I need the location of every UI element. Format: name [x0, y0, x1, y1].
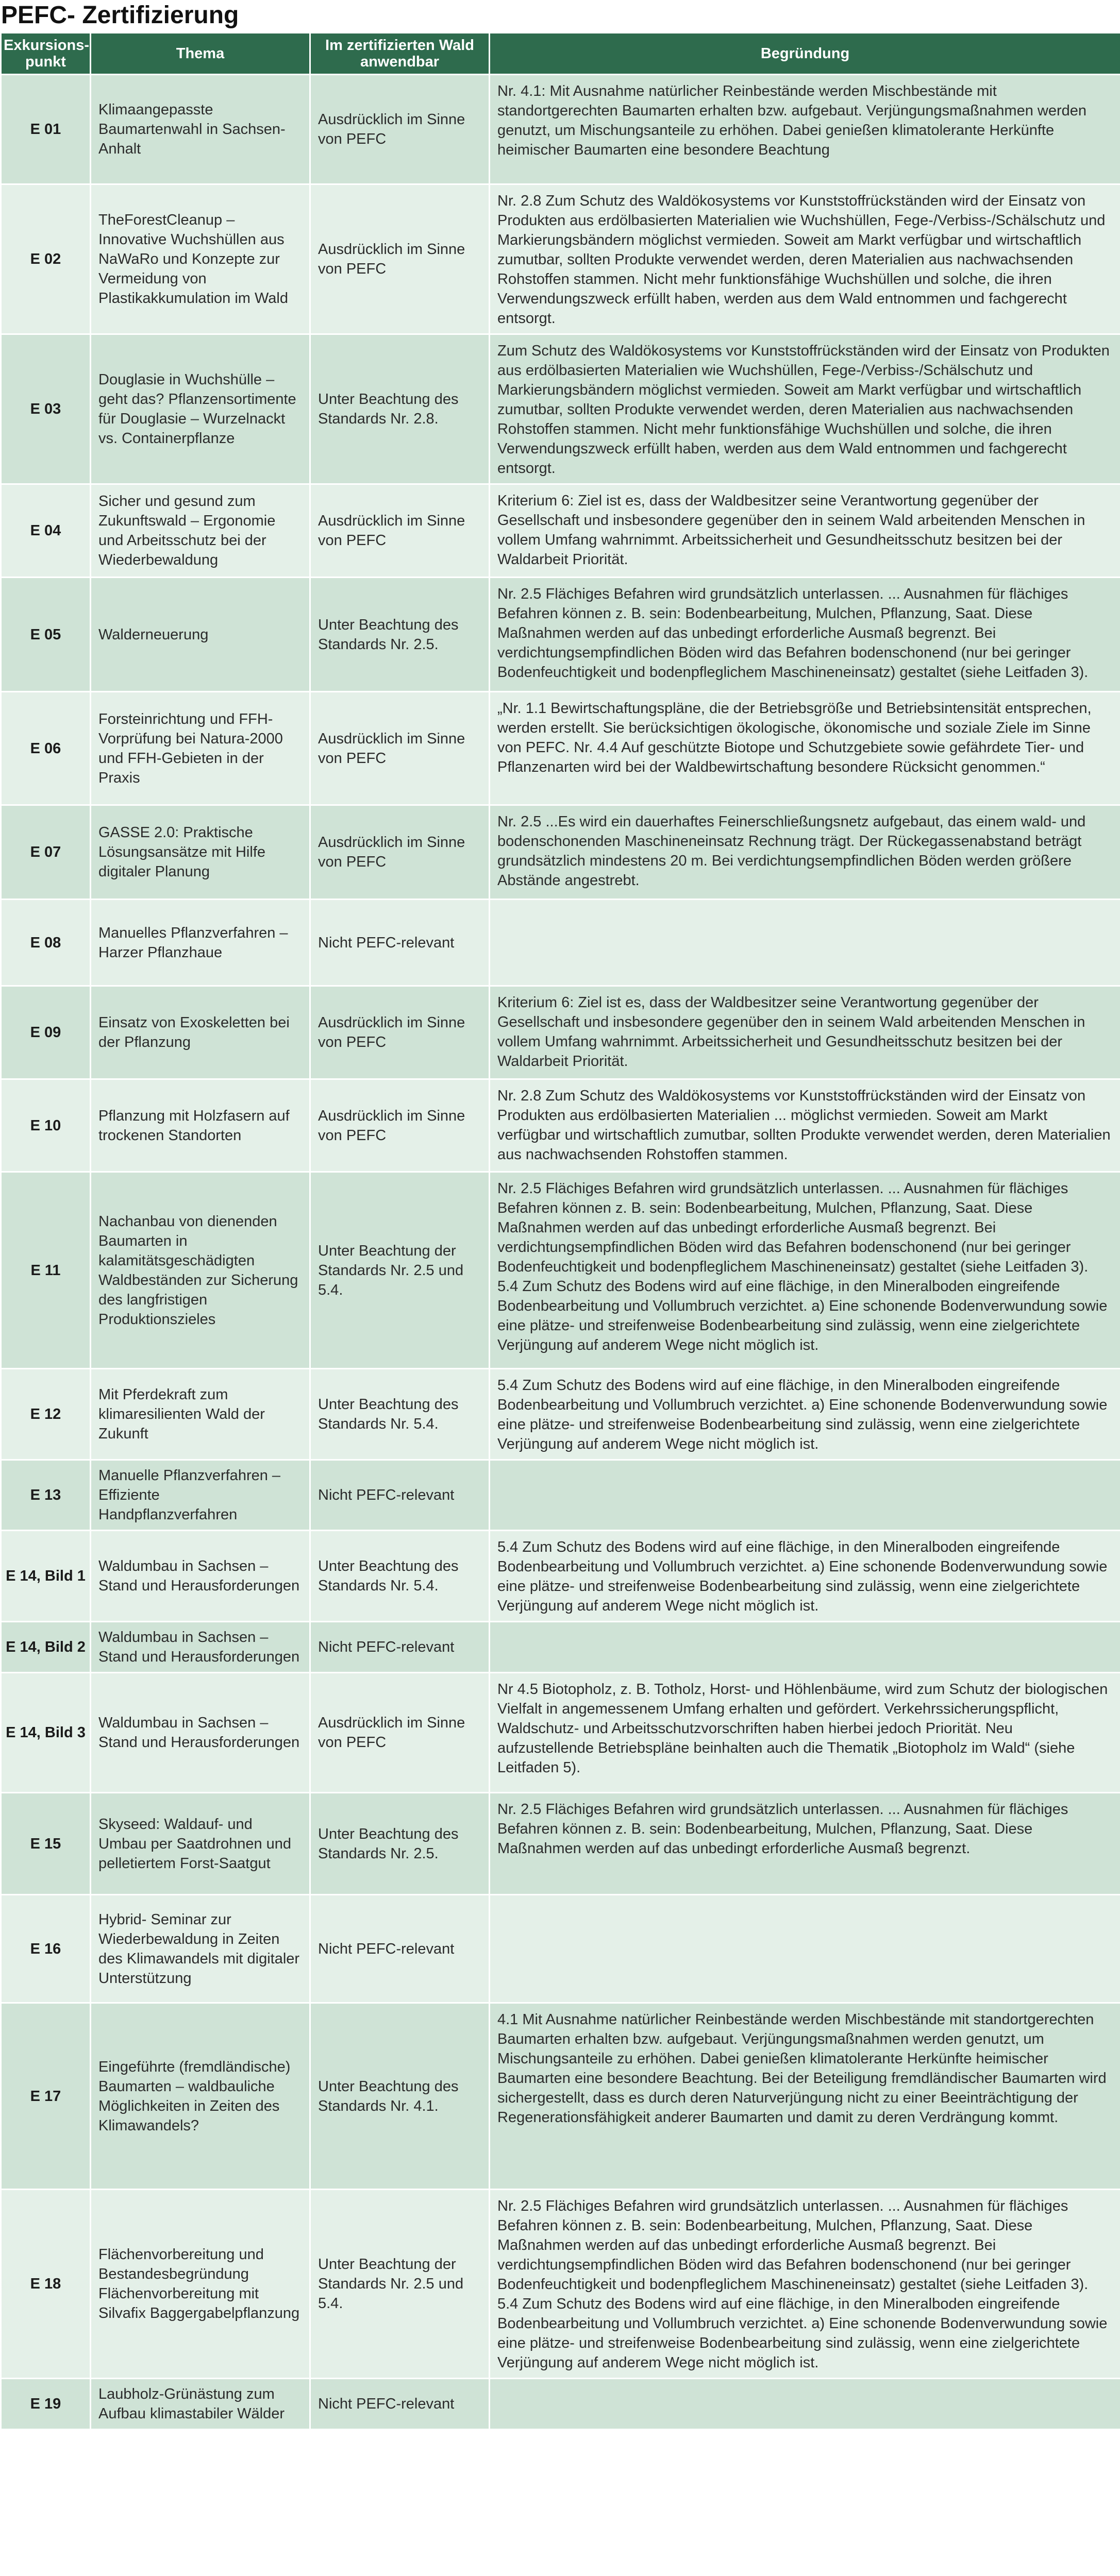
row-scope: Ausdrücklich im Sinne von PEFC — [310, 986, 490, 1079]
row-reason: Nr. 2.5 Flächiges Befahren wird grundsätzlich unterlassen. ... Ausnahmen für flächiges Befahren können z. B. sein: Bodenbearbeitung, Mulchen, Pflanzung, Saat. Diese Maßnahmen werden auf das unbedingt erforderliche Ausmaß begrenzt. Bei verdichtungsempfindlichen Böden wird das Befahren bodenschonend (nur bei geringer Bodenfeuchtigkeit und bodenpfleglichem Maschineneinsatz) gestaltet (siehe Leitfaden 3). 5.4 Zum Schutz des Bodens wird auf eine flächige, in den Mineralboden eingreifende Bodenbearbeitung und Vollumbruch verzichtet. a) Eine schonende Bodenverwundung sowie eine plätze- und streifenweise Bodenbearbeitung sind zulässig, wenn eine zielgerichtete Verjüngung auf anderem Wege nicht möglich ist. — [490, 1172, 1120, 1369]
row-topic: Hybrid- Seminar zur Wiederbewaldung in Zeiten des Klimawandels mit digitaler Unterstützung — [91, 1895, 310, 2003]
row-scope: Ausdrücklich im Sinne von PEFC — [310, 1079, 490, 1172]
header-begruendung: Begründung — [490, 33, 1120, 75]
table-row — [1, 1172, 1120, 1369]
row-reason: Nr. 2.8 Zum Schutz des Waldökosystems vor Kunststoffrückständen wird der Einsatz von Produkten aus erdölbasierten Materialien ... möglichst vermieden. Soweit am Markt verfügbar und wirtschaftlich zumutbar, sollten Produkte verwendet werden, deren Materialien aus nachwachsenden Rohstoffen stammen. — [490, 1079, 1120, 1172]
row-scope: Unter Beachtung der Standards Nr. 2.5 und 5.4. — [310, 2190, 490, 2379]
table-row — [1, 484, 1120, 578]
row-id: E 15 — [1, 1793, 91, 1895]
row-scope: Unter Beachtung des Standards Nr. 5.4. — [310, 1369, 490, 1460]
table-row — [1, 1079, 1120, 1172]
row-reason: Zum Schutz des Waldökosystems vor Kunststoffrückständen wird der Einsatz von Produkten aus erdölbasierten Materialien wie Wuchshüllen, Fege-/Verbiss-/Schälschutz und Markierungsbändern möglichst vermieden. Soweit am Markt verfügbar und wirtschaftlich zumutbar, sollten Produkte verwendet werden, deren Materialien aus nachwachsenden Rohstoffen stammen. Nicht mehr funktionsfähige Wuchshüllen und solche, die ihren Verwendungszweck erfüllt haben, werden aus dem Wald entnommen und fachgerecht entsorgt. — [490, 334, 1120, 484]
header-exkursionspunkt: Exkursionspunkt — [1, 33, 91, 75]
table-row — [1, 334, 1120, 484]
row-topic: Eingeführte (fremdländische) Baumarten – waldbauliche Möglichkeiten in Zeiten des Klimawandels? — [91, 2003, 310, 2190]
row-topic: TheForestCleanup – Innovative Wuchshüllen aus NaWaRo und Konzepte zur Vermeidung von Plastikakkumulation im Wald — [91, 184, 310, 334]
row-reason: Nr. 2.5 Flächiges Befahren wird grundsätzlich unterlassen. ... Ausnahmen für flächiges Befahren können z. B. sein: Bodenbearbeitung, Mulchen, Pflanzung, Saat. Diese Maßnahmen werden auf das unbedingt erforderliche Ausmaß begrenzt. Bei verdichtungsempfindlichen Böden wird das Befahren bodenschonend (nur bei geringer Bodenfeuchtigkeit und bodenpfleglichem Maschineneinsatz) gestaltet (siehe Leitfaden 3). — [490, 578, 1120, 692]
table-row — [1, 805, 1120, 900]
row-id: E 12 — [1, 1369, 91, 1460]
row-id: E 13 — [1, 1460, 91, 1531]
table-row — [1, 1895, 1120, 2003]
row-scope: Ausdrücklich im Sinne von PEFC — [310, 484, 490, 578]
row-topic: Laubholz-Grünästung zum Aufbau klimastabiler Wälder — [91, 2379, 310, 2430]
row-reason: Nr 4.5 Biotopholz, z. B. Totholz, Horst- und Höhlenbäume, wird zum Schutz der biologischen Vielfalt in angemessenem Umfang erhalten und gefördert. Verkehrssicherungspflicht, Waldschutz- und Arbeitsschutzvorschriften haben hierbei jedoch Priorität. Neu aufzustellende Betriebspläne beinhalten auch die Thematik „Biotopholz im Wald“ (siehe Leitfaden 5). — [490, 1673, 1120, 1793]
row-scope: Ausdrücklich im Sinne von PEFC — [310, 1673, 490, 1793]
row-topic: Nachanbau von dienenden Baumarten in kalamitätsgeschädigten Waldbeständen zur Sicherung des langfristigen Produktionszieles — [91, 1172, 310, 1369]
row-scope: Unter Beachtung des Standards Nr. 4.1. — [310, 2003, 490, 2190]
row-id: E 14, Bild 3 — [1, 1673, 91, 1793]
row-topic: Forsteinrichtung und FFH-Vorprüfung bei Natura-2000 und FFH-Gebieten in der Praxis — [91, 692, 310, 805]
row-topic: Einsatz von Exoskeletten bei der Pflanzung — [91, 986, 310, 1079]
table-row — [1, 1673, 1120, 1793]
row-topic: Mit Pferdekraft zum klimaresilienten Wald der Zukunft — [91, 1369, 310, 1460]
row-id: E 02 — [1, 184, 91, 334]
row-scope: Nicht PEFC-relevant — [310, 2379, 490, 2430]
table-row — [1, 578, 1120, 692]
row-topic: Pflanzung mit Holzfasern auf trockenen Standorten — [91, 1079, 310, 1172]
row-reason — [490, 900, 1120, 986]
row-scope: Unter Beachtung des Standards Nr. 2.8. — [310, 334, 490, 484]
table-row — [1, 2190, 1120, 2379]
row-scope: Unter Beachtung des Standards Nr. 2.5. — [310, 1793, 490, 1895]
row-reason: 5.4 Zum Schutz des Bodens wird auf eine flächige, in den Mineralboden eingreifende Bodenbearbeitung und Vollumbruch verzichtet. a) Eine schonende Bodenverwundung sowie eine plätze- und streifenweise Bodenbearbeitung sind zulässig, wenn eine zielgerichtete Verjüngung auf anderem Wege nicht möglich ist. — [490, 1531, 1120, 1622]
row-scope: Nicht PEFC-relevant — [310, 1622, 490, 1673]
row-reason — [490, 1895, 1120, 2003]
row-id: E 07 — [1, 805, 91, 900]
row-reason: Kriterium 6: Ziel ist es, dass der Waldbesitzer seine Verantwortung gegenüber der Gesellschaft und insbesondere gegenüber den in seinem Wald arbeitenden Menschen in vollem Umfang wahrnimmt. Arbeitssicherheit und Gesundheitsschutz besitzen bei der Waldarbeit Priorität. — [490, 986, 1120, 1079]
row-reason: Nr. 2.8 Zum Schutz des Waldökosystems vor Kunststoffrückständen wird der Einsatz von Produkten aus erdölbasierten Materialien wie Wuchshüllen, Fege-/Verbiss-/Schälschutz und Markierungsbändern möglichst vermieden. Soweit am Markt verfügbar und wirtschaftlich zumutbar, sollten Produkte verwendet werden, deren Materialien aus nachwachsenden Rohstoffen stammen. Nicht mehr funktionsfähige Wuchshüllen und solche, die ihren Verwendungszweck erfüllt haben, werden aus dem Wald entnommen und fachgerecht entsorgt. — [490, 184, 1120, 334]
row-id: E 04 — [1, 484, 91, 578]
table-body — [1, 75, 1120, 2430]
table-row — [1, 900, 1120, 986]
row-reason — [490, 2379, 1120, 2430]
table-row — [1, 692, 1120, 805]
table-row — [1, 1369, 1120, 1460]
row-reason: Nr. 2.5 ...Es wird ein dauerhaftes Feinerschließungsnetz aufgebaut, das einem wald- und bodenschonenden Maschineneinsatz Rechnung trägt. Der Rückegassenabstand beträgt grundsätzlich mindestens 20 m. Bei verdichtungsempfindlichen Böden werden größere Abstände angestrebt. — [490, 805, 1120, 900]
row-scope: Unter Beachtung des Standards Nr. 5.4. — [310, 1531, 490, 1622]
row-scope: Ausdrücklich im Sinne von PEFC — [310, 805, 490, 900]
table-row — [1, 1622, 1120, 1673]
row-reason: 5.4 Zum Schutz des Bodens wird auf eine flächige, in den Mineralboden eingreifende Bodenbearbeitung und Vollumbruch verzichtet. a) Eine schonende Bodenverwundung sowie eine plätze- und streifenweise Bodenbearbeitung sind zulässig, wenn eine zielgerichtete Verjüngung auf anderem Wege nicht möglich ist. — [490, 1369, 1120, 1460]
row-id: E 14, Bild 2 — [1, 1622, 91, 1673]
row-topic: Walderneuerung — [91, 578, 310, 692]
table-header-row — [1, 33, 1120, 75]
table-row — [1, 184, 1120, 334]
row-topic: Manuelles Pflanzverfahren – Harzer Pflanzhaue — [91, 900, 310, 986]
row-scope: Unter Beachtung der Standards Nr. 2.5 und 5.4. — [310, 1172, 490, 1369]
row-topic: Waldumbau in Sachsen – Stand und Herausforderungen — [91, 1531, 310, 1622]
row-id: E 10 — [1, 1079, 91, 1172]
row-id: E 05 — [1, 578, 91, 692]
row-id: E 14, Bild 1 — [1, 1531, 91, 1622]
header-thema: Thema — [91, 33, 310, 75]
row-reason: Nr. 2.5 Flächiges Befahren wird grundsätzlich unterlassen. ... Ausnahmen für flächiges Befahren können z. B. sein: Bodenbearbeitung, Mulchen, Pflanzung, Saat. Diese Maßnahmen werden auf das unbedingt erforderliche Ausmaß begrenzt. — [490, 1793, 1120, 1895]
row-scope: Nicht PEFC-relevant — [310, 1460, 490, 1531]
row-topic: Skyseed: Waldauf- und Umbau per Saatdrohnen und pelletiertem Forst-Saatgut — [91, 1793, 310, 1895]
row-reason — [490, 1460, 1120, 1531]
row-scope: Nicht PEFC-relevant — [310, 1895, 490, 2003]
page-title: PEFC- Zertifizierung — [1, 2, 239, 29]
row-reason: 4.1 Mit Ausnahme natürlicher Reinbestände werden Mischbestände mit standortgerechten Baumarten erhalten bzw. aufgebaut. Verjüngungsmaßnahmen werden genutzt, um Mischungsanteile zu erhöhen. Dabei genießen klimatolerante Herkünfte heimischer Baumarten eine besondere Beachtung. Bei der Beteiligung fremdländischer Baumarten wird sichergestellt, dass es durch deren Naturverjüngung nicht zu einer Beeinträchtigung der Regenerationsfähigkeit anderer Baumarten und damit zu deren Verdrängung kommt. — [490, 2003, 1120, 2190]
row-reason: „Nr. 1.1 Bewirtschaftungspläne, die der Betriebsgröße und Betriebsintensität entsprechen, werden erstellt. Sie berücksichtigen ökologische, ökonomische und soziale Ziele im Sinne von PEFC. Nr. 4.4 Auf geschützte Biotope und Schutzgebiete sowie gefährdete Tier- und Pflanzenarten wird bei der Waldbewirtschaftung besondere Rücksicht genommen.“ — [490, 692, 1120, 805]
row-id: E 09 — [1, 986, 91, 1079]
row-id: E 01 — [1, 75, 91, 184]
row-id: E 19 — [1, 2379, 91, 2430]
row-scope: Ausdrücklich im Sinne von PEFC — [310, 184, 490, 334]
row-topic: Sicher und gesund zum Zukunftswald – Ergonomie und Arbeitsschutz bei der Wiederbewaldung — [91, 484, 310, 578]
row-scope: Nicht PEFC-relevant — [310, 900, 490, 986]
table-row — [1, 2379, 1120, 2430]
row-reason: Nr. 4.1: Mit Ausnahme natürlicher Reinbestände werden Mischbestände mit standortgerechten Baumarten erhalten bzw. aufgebaut. Verjüngungsmaßnahmen werden genutzt, um Mischungsanteile zu erhöhen. Dabei genießen klimatolerante Herkünfte heimischer Baumarten eine besondere Beachtung — [490, 75, 1120, 184]
table-row — [1, 75, 1120, 184]
row-id: E 18 — [1, 2190, 91, 2379]
row-id: E 17 — [1, 2003, 91, 2190]
row-id: E 11 — [1, 1172, 91, 1369]
row-topic: Waldumbau in Sachsen – Stand und Herausforderungen — [91, 1673, 310, 1793]
table-row — [1, 1531, 1120, 1622]
table-row — [1, 1460, 1120, 1531]
row-topic: Klimaangepasste Baumartenwahl in Sachsen-Anhalt — [91, 75, 310, 184]
row-id: E 06 — [1, 692, 91, 805]
row-scope: Ausdrücklich im Sinne von PEFC — [310, 692, 490, 805]
row-topic: Douglasie in Wuchshülle – geht das? Pflanzensortimente für Douglasie – Wurzelnackt vs. Containerpflanze — [91, 334, 310, 484]
row-topic: Flächenvorbereitung und Bestandesbegründung Flächenvorbereitung mit Silvafix Baggergabelpflanzung — [91, 2190, 310, 2379]
row-topic: Waldumbau in Sachsen – Stand und Herausforderungen — [91, 1622, 310, 1673]
table-row — [1, 1793, 1120, 1895]
row-reason: Nr. 2.5 Flächiges Befahren wird grundsätzlich unterlassen. ... Ausnahmen für flächiges Befahren können z. B. sein: Bodenbearbeitung, Mulchen, Pflanzung, Saat. Diese Maßnahmen werden auf das unbedingt erforderliche Ausmaß begrenzt. Bei verdichtungsempfindlichen Böden wird das Befahren bodenschonend (nur bei geringer Bodenfeuchtigkeit und bodenpfleglichem Maschineneinsatz) gestaltet (siehe Leitfaden 3). 5.4 Zum Schutz des Bodens wird auf eine flächige, in den Mineralboden eingreifende Bodenbearbeitung und Vollumbruch verzichtet. a) Eine schonende Bodenverwundung sowie eine plätze- und streifenweise Bodenbearbeitung sind zulässig, wenn eine zielgerichtete Verjüngung auf anderem Wege nicht möglich ist. — [490, 2190, 1120, 2379]
row-scope: Unter Beachtung des Standards Nr. 2.5. — [310, 578, 490, 692]
row-id: E 08 — [1, 900, 91, 986]
row-scope: Ausdrücklich im Sinne von PEFC — [310, 75, 490, 184]
row-topic: GASSE 2.0: Praktische Lösungsansätze mit Hilfe digitaler Planung — [91, 805, 310, 900]
row-reason — [490, 1622, 1120, 1673]
table-row — [1, 986, 1120, 1079]
header-anwendbar: Im zertifizierten Wald anwendbar — [310, 33, 490, 75]
table-row — [1, 2003, 1120, 2190]
row-topic: Manuelle Pflanzverfahren – Effiziente Handpflanzverfahren — [91, 1460, 310, 1531]
row-id: E 16 — [1, 1895, 91, 2003]
row-id: E 03 — [1, 334, 91, 484]
row-reason: Kriterium 6: Ziel ist es, dass der Waldbesitzer seine Verantwortung gegenüber der Gesellschaft und insbesondere gegenüber den in seinem Wald arbeitenden Menschen in vollem Umfang wahrnimmt. Arbeitssicherheit und Gesundheitsschutz besitzen bei der Waldarbeit Priorität. — [490, 484, 1120, 578]
certification-table — [0, 32, 1120, 2430]
